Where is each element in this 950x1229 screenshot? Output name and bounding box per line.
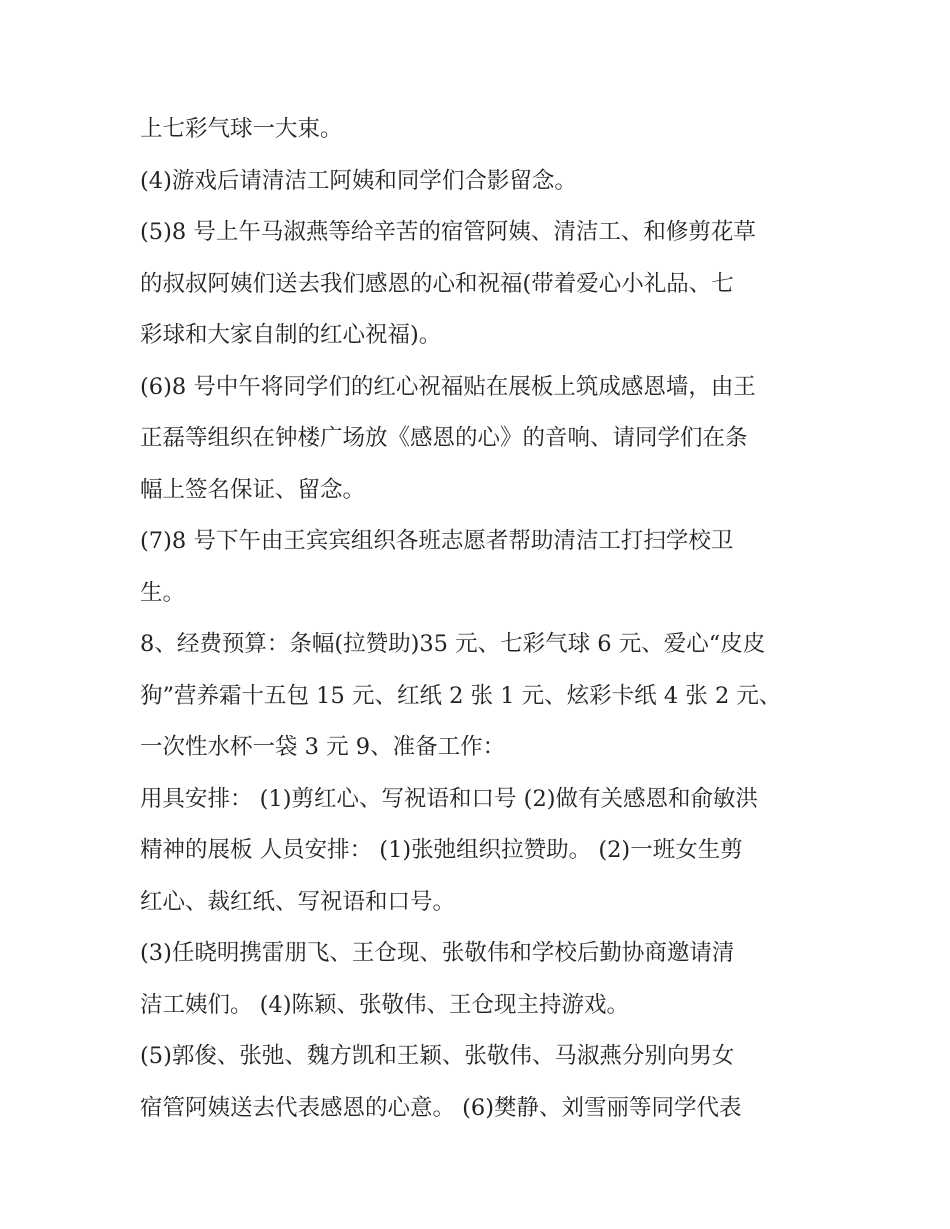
text-line: 正磊等组织在钟楼广场放《感恩的心》的音响、请同学们在条 <box>140 425 748 451</box>
text-line: 洁工姨们。 (4)陈颖、张敬伟、王仓现主持游戏。 <box>140 991 630 1018</box>
text-line: 的叔叔阿姨们送去我们感恩的心和祝福(带着爱心小礼品、七 <box>140 270 734 297</box>
text-line: (6)8 号中午将同学们的红心祝福贴在展板上筑成感恩墙，由王 <box>140 373 756 400</box>
text-line: (7)8 号下午由王宾宾组织各班志愿者帮助清洁工打扫学校卫 <box>140 528 734 554</box>
document-body <box>140 104 820 1134</box>
text-line: 生。 <box>140 579 186 606</box>
text-line: 狗”营养霜十五包 15 元、红纸 2 张 1 元、炫彩卡纸 4 张 2 元、 <box>140 682 782 709</box>
text-line: (5)郭俊、张弛、魏方凯和王颖、张敬伟、马淑燕分别向男女 <box>140 1043 735 1069</box>
text-line: (5)8 号上午马淑燕等给辛苦的宿管阿姨、清洁工、和修剪花草 <box>140 219 756 245</box>
text-line: 红心、裁红纸、写祝语和口号。 <box>140 888 456 915</box>
text-line: 用具安排： (1)剪红心、写祝语和口号 (2)做有关感恩和俞敏洪 <box>140 785 759 812</box>
text-line: 精神的展板 人员安排： (1)张弛组织拉赞助。 (2)一班女生剪 <box>140 837 743 863</box>
text-line: 上七彩气球一大束。 <box>140 116 343 142</box>
text-line: 宿管阿姨送去代表感恩的心意。 (6)樊静、刘雪丽等同学代表 <box>140 1094 742 1121</box>
text-line: (4)游戏后请清洁工阿姨和同学们合影留念。 <box>140 167 577 194</box>
text-line: 一次性水杯一袋 3 元 9、准备工作： <box>140 734 506 760</box>
text-line: 幅上签名保证、留念。 <box>140 476 366 503</box>
text-line: 彩球和大家自制的红心祝福)。 <box>140 322 442 348</box>
text-line: (3)任晓明携雷朋飞、王仓现、张敬伟和学校后勤协商邀请清 <box>140 940 735 966</box>
text-line: 8、经费预算：条幅(拉赞助)35 元、七彩气球 6 元、爱心“皮皮 <box>140 631 766 657</box>
